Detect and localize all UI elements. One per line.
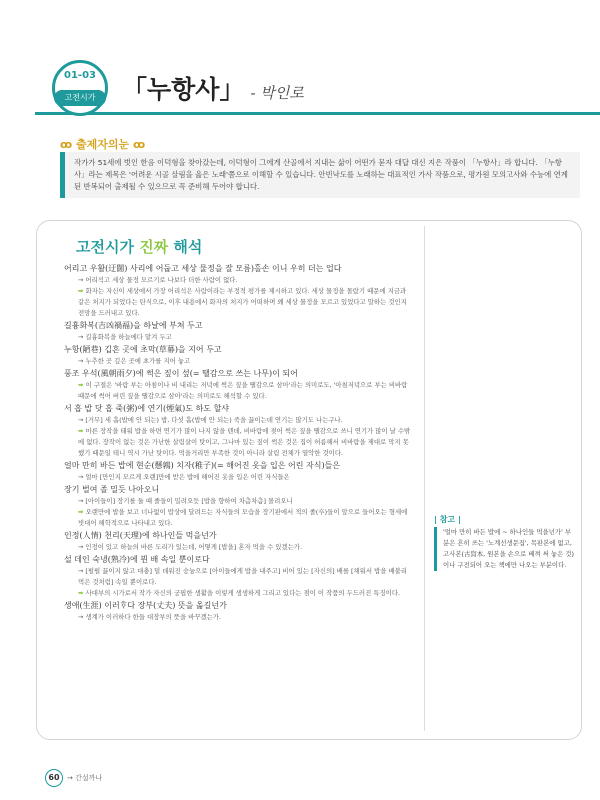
verse-entry	[64, 367, 412, 402]
lesson-badge	[52, 60, 108, 116]
verse-translation: → 누추한 곳 깊은 곳에 초가를 지어 놓고	[78, 357, 191, 365]
lesson-number: 01-03	[64, 70, 96, 81]
verse-entry	[64, 483, 412, 529]
verse-entry	[64, 319, 412, 343]
verse-translation: → [거무] 세 홉(밥에 안 되는) 밥, 다섯 홉(밥에 안 되는) 죽을 끓이는데 연기는 많기도 나는구나.	[78, 416, 343, 424]
section-title-accent: 진짜	[139, 238, 169, 256]
verse-line: 인정(人情) 천리(天理)에 하나인들 먹을넌가	[64, 531, 217, 540]
verse-translation: → 생계가 이러하다 한들 대장부의 뜻을 바꾸겠는가.	[78, 613, 222, 621]
verse-note: ➡ 마른 장작을 태워 밥을 하면 연기가 많이 나지 않을 텐데, 비바람에 젖어 썩은 짚을 땔감으로 쓰니 연기가 많이 날 수밖에 없다. 장작이 없는 것은 가난한 살림살이 탓이고, 그나마 있는 짚이 썩은 것은 집이 허름해서 비바람을 제대로 막지 못했기 때문일 테니 역시 가난 탓이다. 먹을거리만 부족한 것이 아니라 살림 전체가 열악한 것이다.	[78, 427, 411, 457]
verse-entry	[64, 599, 412, 623]
verse-translation: → 인정이 있고 하늘의 바른 도리가 있는데, 어떻게 [밥을] 혼자 먹을 수 있겠는가.	[78, 543, 302, 551]
title-block	[122, 70, 304, 110]
verse-line: 얼마 만히 바든 밥에 현순(懸鶉) 치자(稚子)(= 해어진 옷을 입은 어린 자식)들은	[64, 461, 341, 470]
verse-translation: → [펄펄 끓이지 않고 대충] 덜 데워진 숭늉으로 [아이들에게 밥을 내주고] 비어 있는 [자신의] 배를 [채워서 밥을 배불리 먹은 것처럼] 속일 뿐이로다.	[78, 567, 407, 586]
verse-note: ➡ 화자는 자신이 세상에서 가장 어리석은 사람이라는 부정적 평가를 제시하고 있다. 세상 물정을 몰랐기 때문에 지금과 같은 처지가 되었다는 탄식으로, 이후 내용에서 화자의 처지가 어떠하며 왜 세상 물정을 모르고 있었다고 말하는 것인지 전망을 드러내고 있다.	[78, 287, 407, 317]
verse-line: 설 데인 숙냉(熟冷)에 뷘 배 속일 뿐이로다	[64, 555, 210, 564]
verse-entry	[64, 402, 412, 459]
arrow-icon: ➡	[78, 287, 86, 295]
author-signature: - 박인로	[250, 84, 304, 102]
intent-accent-bar	[60, 152, 65, 198]
verse-entry	[64, 529, 412, 553]
arrow-icon: ➡	[78, 589, 86, 597]
page-title: 「누항사」	[122, 75, 245, 104]
header-rule	[35, 112, 600, 115]
verse-translation: → [아이들이] 장기를 둘 때 졸들이 밀려오듯 [밥을 향하여 차츰차츰] 몰려오니	[78, 497, 293, 505]
verse-entry	[64, 553, 412, 599]
verse-line: 생애(生涯) 이러ᄒᆞ다 장부(丈夫) 뜻을 옮길넌가	[64, 601, 227, 610]
verse-list	[64, 262, 412, 623]
reference-note	[434, 514, 574, 571]
lesson-category: 고전시가	[54, 90, 106, 106]
verse-note: ➡ 오랜만에 밥을 보고 너나없이 밥상에 달려드는 자식들의 모습을 장기판에서 적의 졸(卒)들이 앞으로 들어오는 형세에 빗대어 해학적으로 나타내고 있다.	[78, 508, 408, 527]
intent-label: ꝏ 출제자의눈 ꝏ	[60, 138, 146, 151]
arrow-icon: →	[67, 774, 76, 782]
verse-note: ➡ 사대부의 시가로서 작가 자신의 궁핍한 생활을 이렇게 생생하게 그리고 있다는 점이 이 작품의 두드러진 특징이다.	[78, 589, 401, 597]
verse-entry	[64, 343, 412, 367]
verse-entry	[64, 459, 412, 483]
verse-line: 서 홉 밥 닷 홉 죽(粥)에 연기(煙氣)도 하도 할샤	[64, 404, 230, 413]
verse-line: 길흉화복(吉凶禍福)을 하날에 부쳐 두고	[64, 321, 203, 330]
verse-line: 어리고 우활(迂闊) 사리에 어둡고 세상 물정을 잘 모름)홀손 이니 우히 더는 업다	[64, 264, 342, 273]
verse-entry	[64, 262, 412, 319]
arrow-icon: ➡	[78, 381, 86, 389]
verse-translation: → 어리석고 세상 물정 모르기로 나보다 더한 사람이 없다.	[78, 276, 238, 284]
sidebar-divider	[424, 226, 425, 731]
verse-line: 풍조 우석(風朝雨夕)에 썩은 짚이 섶(= 땔감으로 쓰는 나무)이 되어	[64, 369, 298, 378]
verse-line: 누항(陋巷) 깁흔 곳에 초막(草幕)을 지어 두고	[64, 345, 222, 354]
page-number: 60	[45, 769, 63, 787]
verse-line: 장기 벌여 졸 밀듯 나아오니	[64, 485, 160, 494]
arrow-icon: ➡	[78, 427, 86, 435]
section-title: 고전시가 진짜 해석	[76, 238, 203, 256]
verse-translation: → 길흉화복을 하늘에다 맡겨 두고	[78, 333, 172, 341]
reference-body: '얼마 만히 바든 밥에 ~ 하나인들 먹을넌가' 부분은 흔히 쓰는 '노계선생문집', 목판본에 없고, 고사본(古寫本, 원본을 손으로 베껴 써 놓은 것)이나 구전되어 오는 책에만 나오는 부분이다.	[434, 527, 574, 571]
verse-note: ➡ 이 구절은 '바람 부는 아침이나 비 내리는 저녁에 썩은 짚을 땔감으로 삼아'라는 의미로도, '아침저녁으로 부는 비바람 때문에 썩어 버린 짚을 땔감으로 삼아'라는 의미로도 해석할 수 있다.	[78, 381, 408, 400]
reference-title: | 참고 |	[434, 515, 461, 524]
verse-translation: → 얼마 [만인지 모르게 오랜]만에 받은 밥에 해어진 옷을 입은 어린 자식들은	[78, 473, 290, 481]
intent-text: 작가가 51세에 벗인 한음 이덕형을 찾아갔는데, 이덕형이 그에게 산골에서 지내는 삶이 어떤가 묻자 대답 대신 지은 작품이 「누항사」라 합니다. 「누항사」라는 제목은 '어려운 시골 살림을 읊은 노래'쯤으로 이해할 수 있습니다. 안빈낙도를 노래하는 대표적인 가사 작품으로, 평가원 모의고사와 수능에 연계된 반복되어 출제될 수 있으므로 꼭 준비해 두어야 합니다.	[74, 158, 568, 191]
footer-text: → 간설까나	[67, 774, 103, 782]
intent-box	[60, 152, 580, 198]
arrow-icon: ➡	[78, 508, 86, 516]
